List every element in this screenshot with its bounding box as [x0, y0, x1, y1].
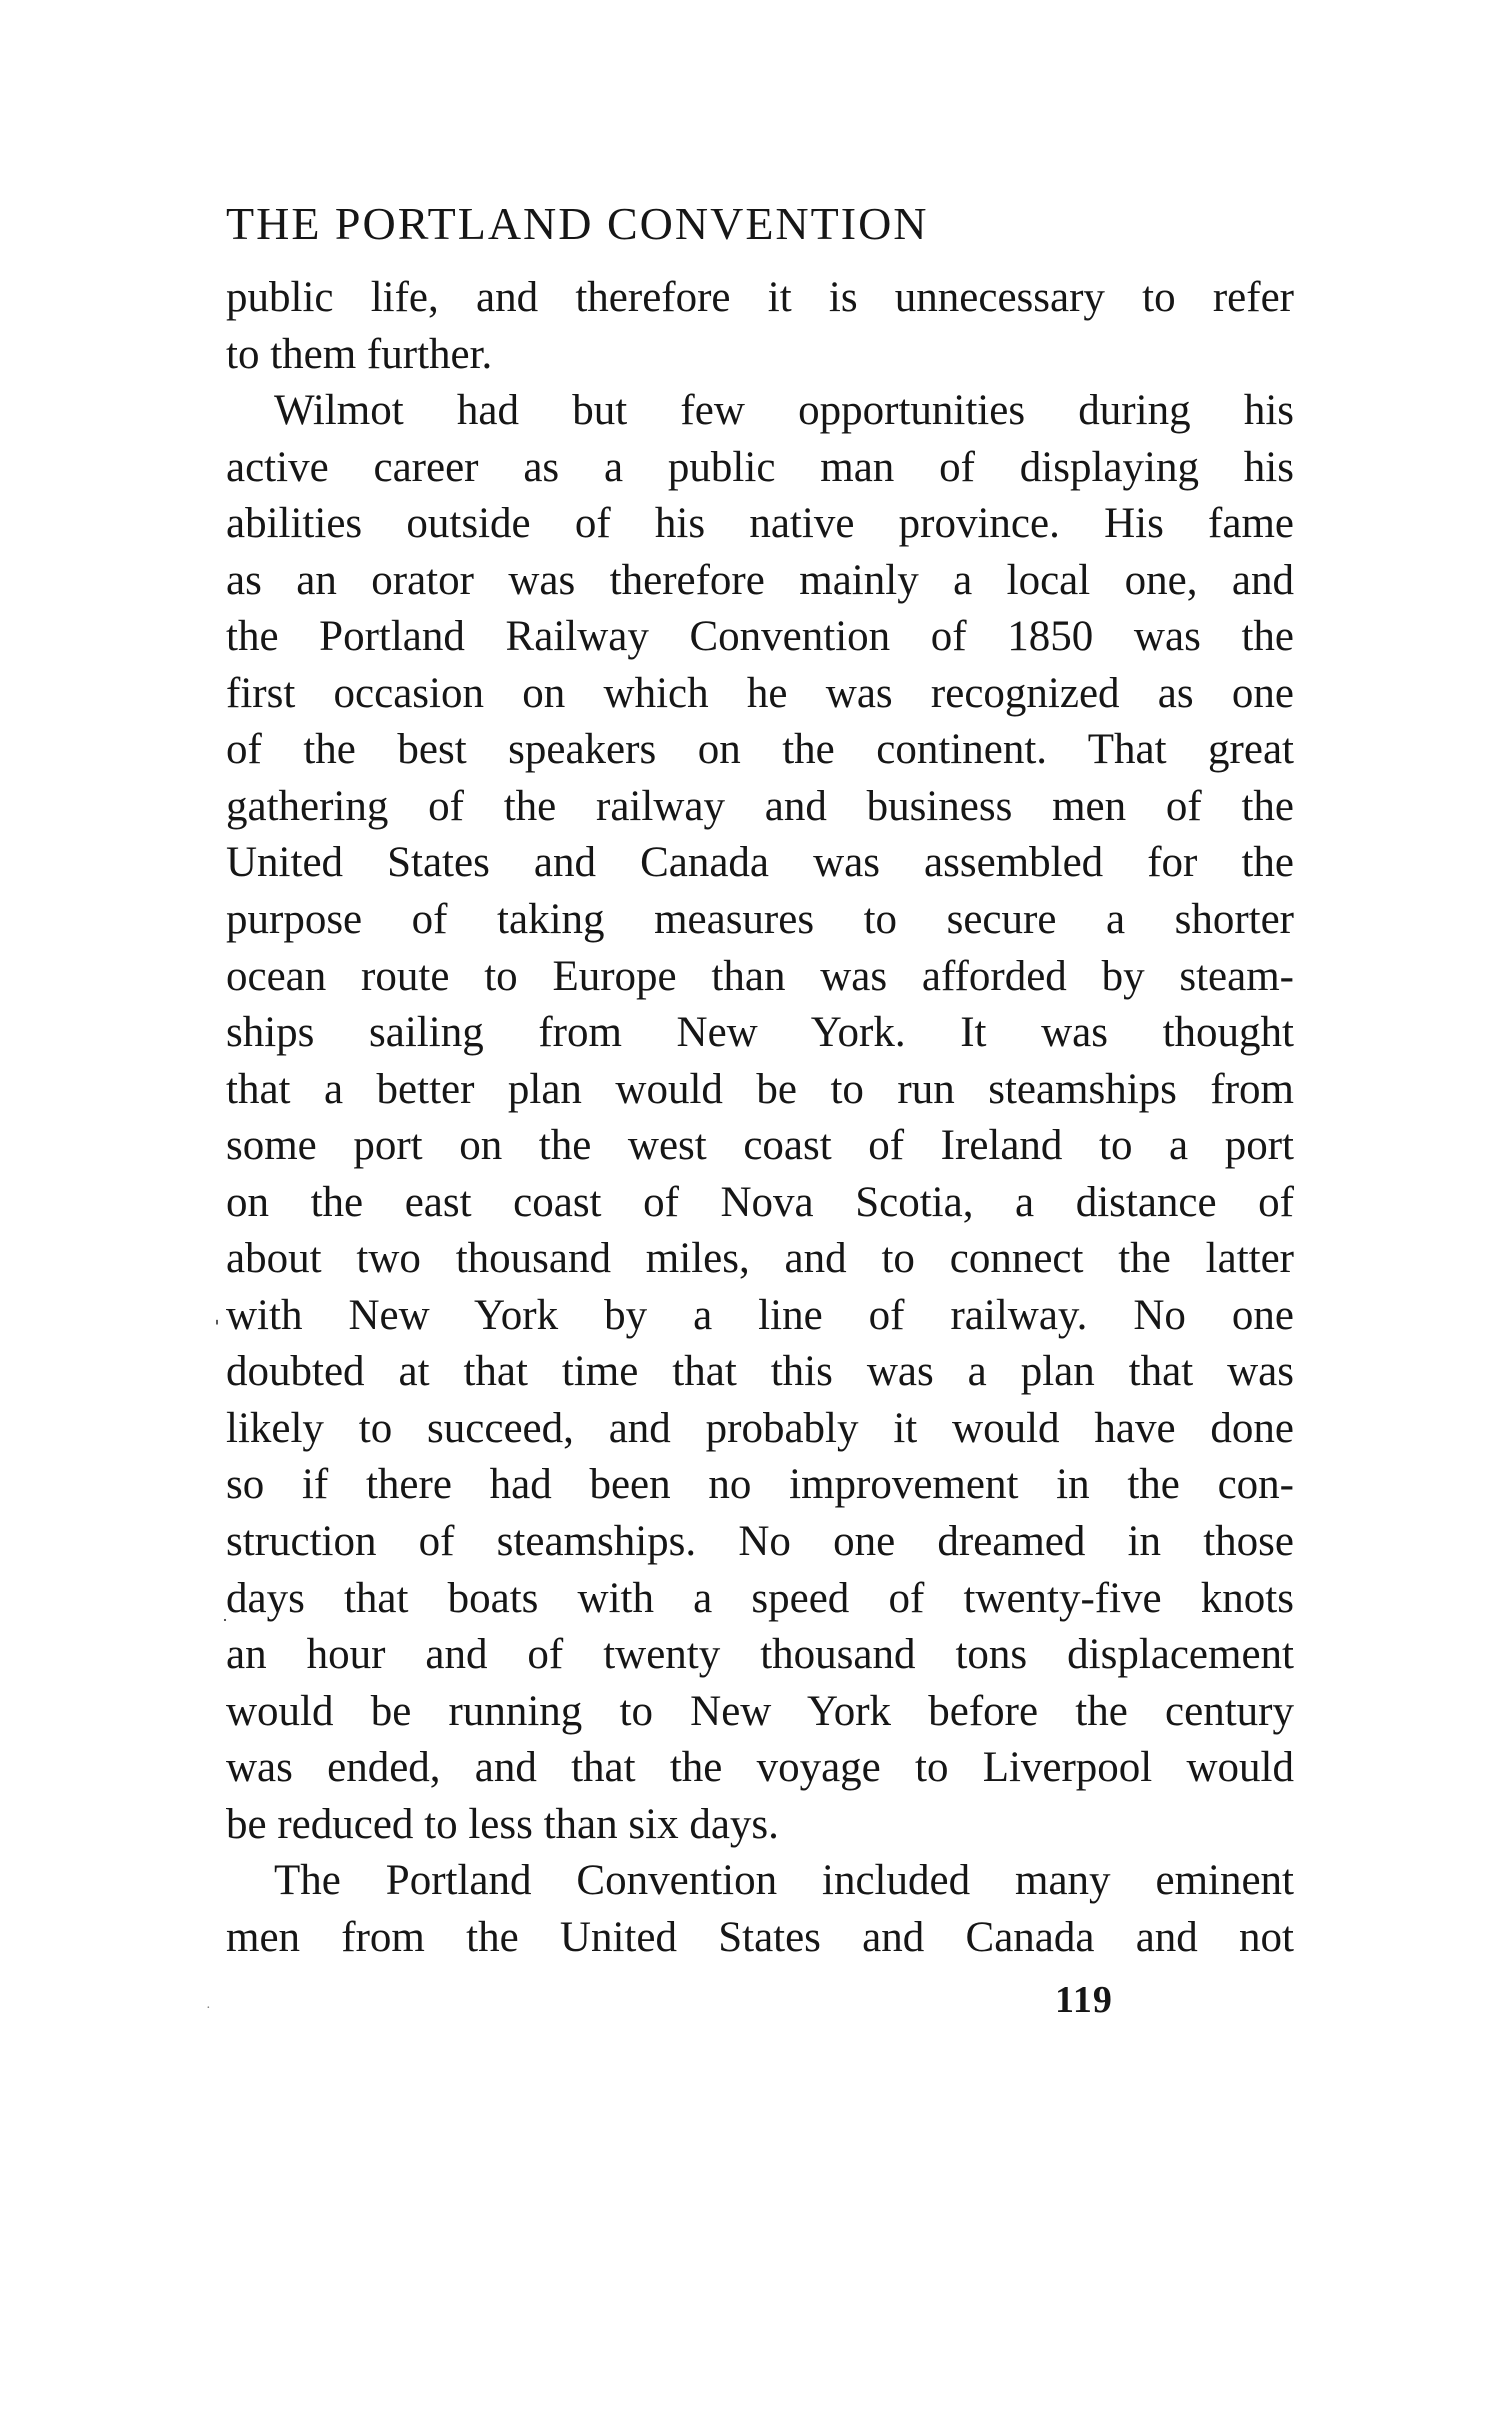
text-line: that a better plan would be to run steamships from: [226, 1065, 1294, 1113]
text-line: was ended, and that the voyage to Liverpool would: [226, 1744, 1294, 1792]
text-line: ships sailing from New York. It was thought: [226, 1009, 1294, 1057]
text-line: about two thousand miles, and to connect the latter: [226, 1235, 1294, 1283]
text-line: days that boats with a speed of twenty-five knots: [226, 1574, 1294, 1622]
running-head: THE PORTLAND CONVENTION: [226, 198, 929, 249]
text-line: gathering of the railway and business men of the: [226, 782, 1294, 830]
text-line: first occasion on which he was recognized as one: [226, 669, 1294, 717]
text-line: doubted at that time that this was a plan that was: [226, 1348, 1294, 1396]
text-line: public life, and therefore it is unnecessary to refer: [226, 274, 1294, 321]
text-line: to them further.: [226, 330, 493, 378]
text-line: abilities outside of his native province. His fame: [226, 500, 1294, 548]
text-line: ocean route to Europe than was afforded by steam-: [226, 952, 1294, 1000]
body-text: [226, 270, 1294, 1966]
text-line: an hour and of twenty thousand tons displacement: [226, 1631, 1294, 1679]
text-line: purpose of taking measures to secure a shorter: [226, 896, 1294, 944]
text-line: active career as a public man of displaying his: [226, 443, 1294, 491]
text-line: on the east coast of Nova Scotia, a distance of: [226, 1178, 1294, 1226]
text-line: be reduced to less than six days.: [226, 1800, 779, 1848]
text-line: of the best speakers on the continent. That great: [226, 726, 1294, 774]
text-line: The Portland Convention included many eminent: [274, 1857, 1294, 1905]
text-line: with New York by a line of railway. No one: [226, 1291, 1294, 1339]
text-line: as an orator was therefore mainly a local one, and: [226, 556, 1294, 604]
text-line: would be running to New York before the century: [226, 1687, 1294, 1735]
text-line: Wilmot had but few opportunities during his: [274, 387, 1294, 435]
text-line: United States and Canada was assembled for the: [226, 839, 1294, 887]
margin-mark: ·: [222, 1610, 228, 1630]
margin-mark: ˌ: [212, 1292, 222, 1325]
text-line: struction of steamships. No one dreamed in those: [226, 1518, 1294, 1566]
page-number: 119: [1055, 1979, 1113, 2021]
text-line: likely to succeed, and probably it would have done: [226, 1404, 1294, 1452]
text-line: some port on the west coast of Ireland to a port: [226, 1122, 1294, 1170]
text-line: so if there had been no improvement in the con-: [226, 1461, 1294, 1509]
text-line: the Portland Railway Convention of 1850 was the: [226, 613, 1294, 661]
margin-mark: ·: [206, 2001, 211, 2016]
text-line: men from the United States and Canada and not: [226, 1913, 1294, 1961]
